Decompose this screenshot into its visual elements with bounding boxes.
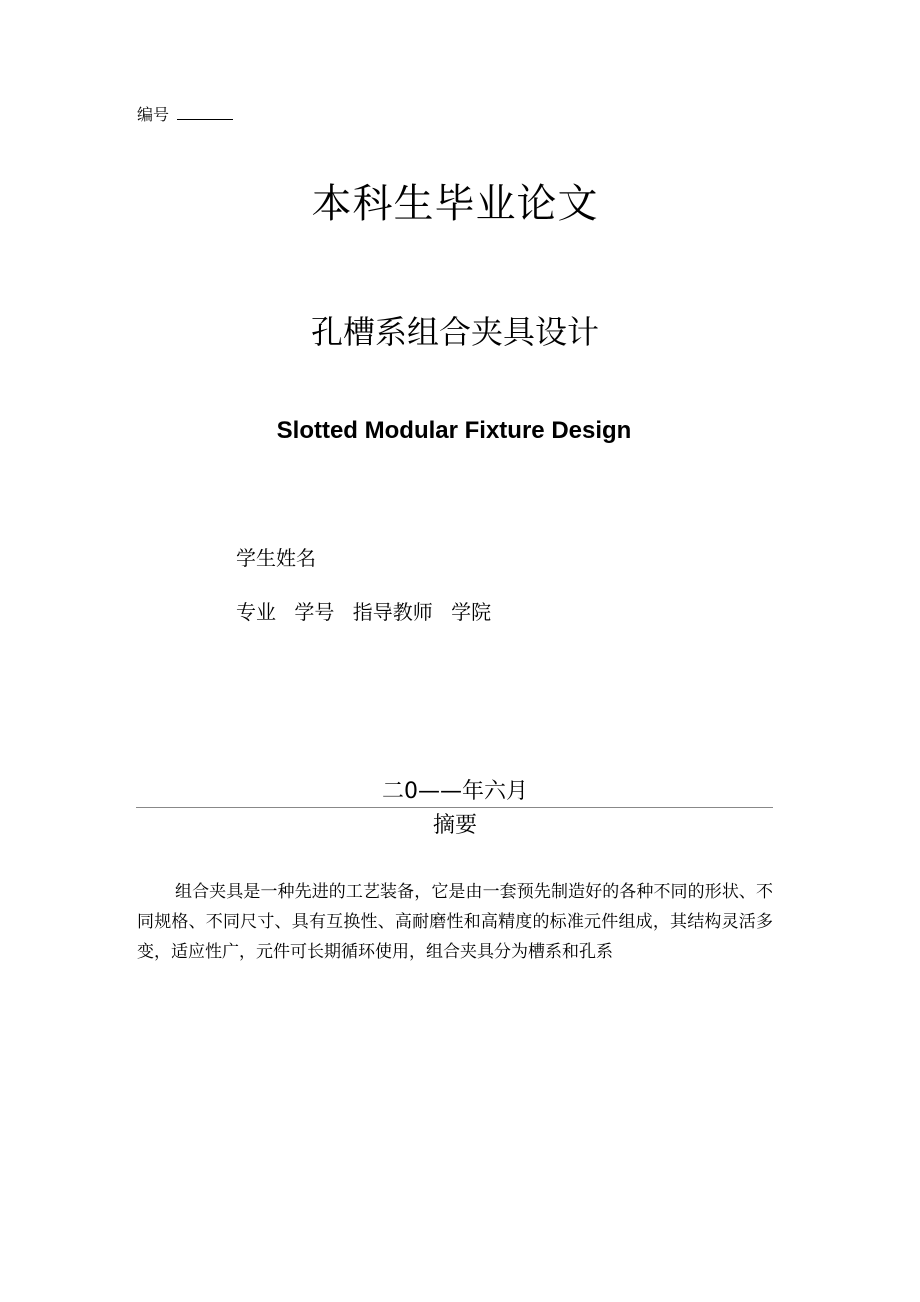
thesis-title-english: Slotted Modular Fixture Design — [276, 417, 632, 444]
cover-info-fields — [236, 598, 491, 626]
serial-number-blank — [177, 105, 233, 120]
serial-number-row — [137, 104, 233, 126]
student-id-label: 学号 — [294, 600, 335, 624]
student-name-label: 学生姓名 — [236, 546, 316, 570]
page-divider — [136, 807, 773, 808]
major-label: 专业 — [236, 600, 276, 624]
thesis-title-chinese: 孔槽系组合夹具设计 — [310, 313, 599, 351]
college-label: 学院 — [451, 600, 492, 624]
abstract-heading: 摘要 — [432, 813, 477, 838]
serial-number-label: 编号 — [137, 105, 170, 124]
thesis-type-heading: 本科生毕业论文 — [311, 181, 599, 227]
advisor-label: 指导教师 — [352, 600, 433, 624]
submission-date: 二0——年六月 — [382, 779, 528, 804]
abstract-paragraph: 组合夹具是一种先进的工艺装备，它是由一套预先制造好的各种不同的形状、不同规格、不同尺寸、具有互换性、高耐磨性和高精度的标准元件组成，其结构灵活多变，适应性广，元件可长期循环使用，组合夹具分为槽系和孔系 — [137, 882, 773, 962]
